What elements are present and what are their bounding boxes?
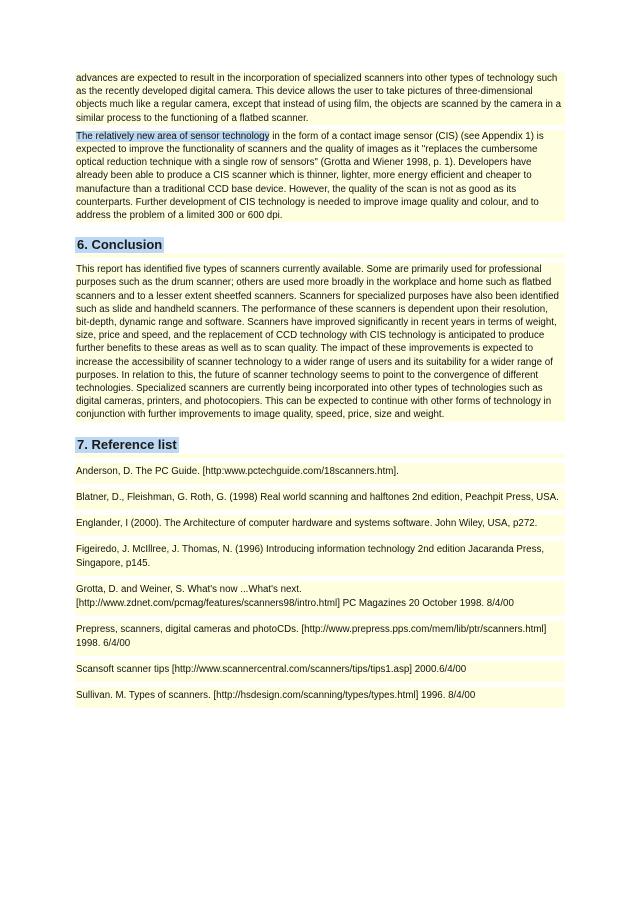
reference-item: Figeiredo, J. McIllree, J. Thomas, N. (1996) Introducing information technology 2nd edition Jacaranda Press, Singapore, p145. bbox=[75, 541, 565, 576]
reference-list bbox=[75, 463, 565, 708]
paragraph-scanner-advances: advances are expected to result in the incorporation of specialized scanners into other types of technology such as the recently developed digital camera. This device allows the user to take pictures of three-dimensional objects much like a regular camera, except that instead of using film, the objects are scanned by the camera in a similar process to the functioning of a flatbed scanner. bbox=[75, 72, 565, 125]
reference-item: Scansoft scanner tips [http://www.scannercentral.com/scanners/tips/tips1.asp] 2000.6/4/00 bbox=[75, 661, 565, 682]
heading-underbar bbox=[75, 254, 565, 258]
conclusion-heading-wrap bbox=[75, 236, 565, 258]
paragraph-text: in the form of a contact image sensor (CIS) (see Appendix 1) is expected to improve the functionality of scanners and the quality of images as it "replaces the cumbersome optical reduction technique with a single row of sensors" (Grotta and Wiener 1998, p. 1). Developers have already been able to produce a CIS scanner which is thinner, lighter, more energy efficient and cheaper to manufacture than a traditional CCD base device. However, the quality of the scan is not as good as its counterparts. Further development of CIS technology is needed to improve image quality and colour, and to address the problem of a limited 300 or 600 dpi. bbox=[76, 130, 544, 222]
paragraph-conclusion: This report has identified five types of scanners currently available. Some are primarily used for professional purposes such as the drum scanner; others are used more broadly in the workplace and home such as flatbed scanners and to a lesser extent sheetfed scanners. Scanners for specialized purposes have also been identified such as slide and handheld scanners. The performance of these scanners is dependent upon their resolution, bit-depth, dynamic range and software. Scanners have improved significantly in recent years in terms of weight, size, price and speed, and the replacement of CCD technology with CIS technology is anticipated to produce further benefits to these areas as well as to scan quality. The impact of these improvements is expected to increase the accessibility of scanner technology to a wider range of users and its suitability for a wider range of purposes. In relation to this, the future of scanner technology seems to point to the convergence of different technologies. Specialized scanners are currently being incorporated into other types of technologies such as digital cameras, printers, and photocopiers. This can be expected to continue with other forms of technology in conjunction with further improvements to image quality, speed, price, size and weight. bbox=[75, 263, 565, 421]
reference-item: Grotta, D. and Weiner, S. What's now ...What's next. [http://www.zdnet.com/pcmag/features/scanners98/intro.html] PC Magazines 20 October 1998. 8/4/00 bbox=[75, 581, 565, 616]
document-page bbox=[75, 72, 565, 713]
section-heading-reference-list: 7. Reference list bbox=[77, 436, 177, 452]
reference-item: Anderson, D. The PC Guide. [http:www.pctechguide.com/18scanners.htm]. bbox=[75, 463, 565, 484]
section-heading-conclusion: 6. Conclusion bbox=[77, 237, 163, 253]
reference-item: Sullivan. M. Types of scanners. [http://hsdesign.com/scanning/types/types.html] 1996. 8/4/00 bbox=[75, 687, 565, 708]
reference-item: Englander, I (2000). The Architecture of computer hardware and systems software. John Wiley, USA, p272. bbox=[75, 515, 565, 536]
heading-underbar bbox=[75, 454, 565, 458]
reference-item: Blatner, D., Fleishman, G. Roth, G. (1998) Real world scanning and halftones 2nd edition, Peachpit Press, USA. bbox=[75, 489, 565, 510]
paragraph-cis-technology bbox=[75, 130, 565, 222]
reference-heading-wrap bbox=[75, 436, 565, 458]
reference-item: Prepress, scanners, digital cameras and photoCDs. [http://www.prepress.pps.com/mem/lib/ptr/scanners.html] 1998. 6/4/00 bbox=[75, 621, 565, 656]
highlighted-text: The relatively new area of sensor technology bbox=[76, 130, 270, 142]
